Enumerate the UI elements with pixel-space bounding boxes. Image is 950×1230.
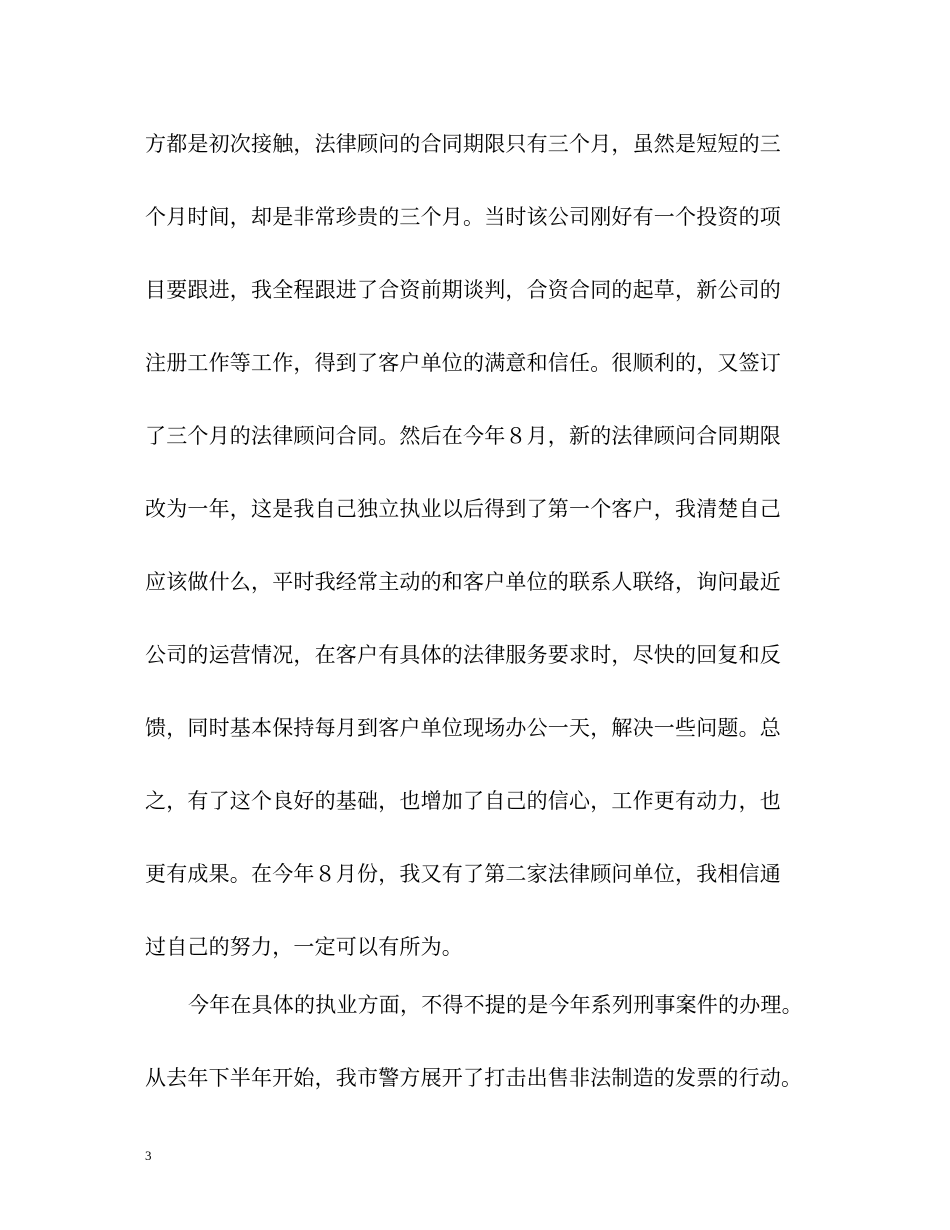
text-line: 注册工作等工作，得到了客户单位的满意和信任。很顺利的，又签订 [145,351,781,375]
text-line: 从去年下半年开始，我市警方展开了打击出售非法制造的发票的行动。 [145,1066,803,1090]
text-line: 了三个月的法律顾问合同。然后在今年８月，新的法律顾问合同期限 [145,424,781,448]
page-number: 3 [145,1148,152,1163]
text-line: 之，有了这个良好的基础，也增加了自己的信心，工作更有动力，也 [145,789,781,813]
text-line: 公司的运营情况，在客户有具体的法律服务要求时，尽快的回复和反 [145,643,781,667]
text-line: 方都是初次接触，法律顾问的合同期限只有三个月，虽然是短短的三 [145,132,781,156]
text-line: 应该做什么，平时我经常主动的和客户单位的联系人联络，询问最近 [145,570,781,594]
text-line: 个月时间，却是非常珍贵的三个月。当时该公司刚好有一个投资的项 [145,205,781,229]
text-line: 过自己的努力，一定可以有所为。 [145,935,463,959]
text-line: 改为一年，这是我自己独立执业以后得到了第一个客户，我清楚自己 [145,497,781,521]
text-line: 目要跟进，我全程跟进了合资前期谈判，合资合同的起草，新公司的 [145,278,781,302]
paragraph-first-line: 今年在具体的执业方面，不得不提的是今年系列刑事案件的办理。 [188,993,803,1017]
text-line: 馈，同时基本保持每月到客户单位现场办公一天，解决一些问题。总 [145,716,781,740]
text-line: 更有成果。在今年８月份，我又有了第二家法律顾问单位，我相信通 [145,862,781,886]
